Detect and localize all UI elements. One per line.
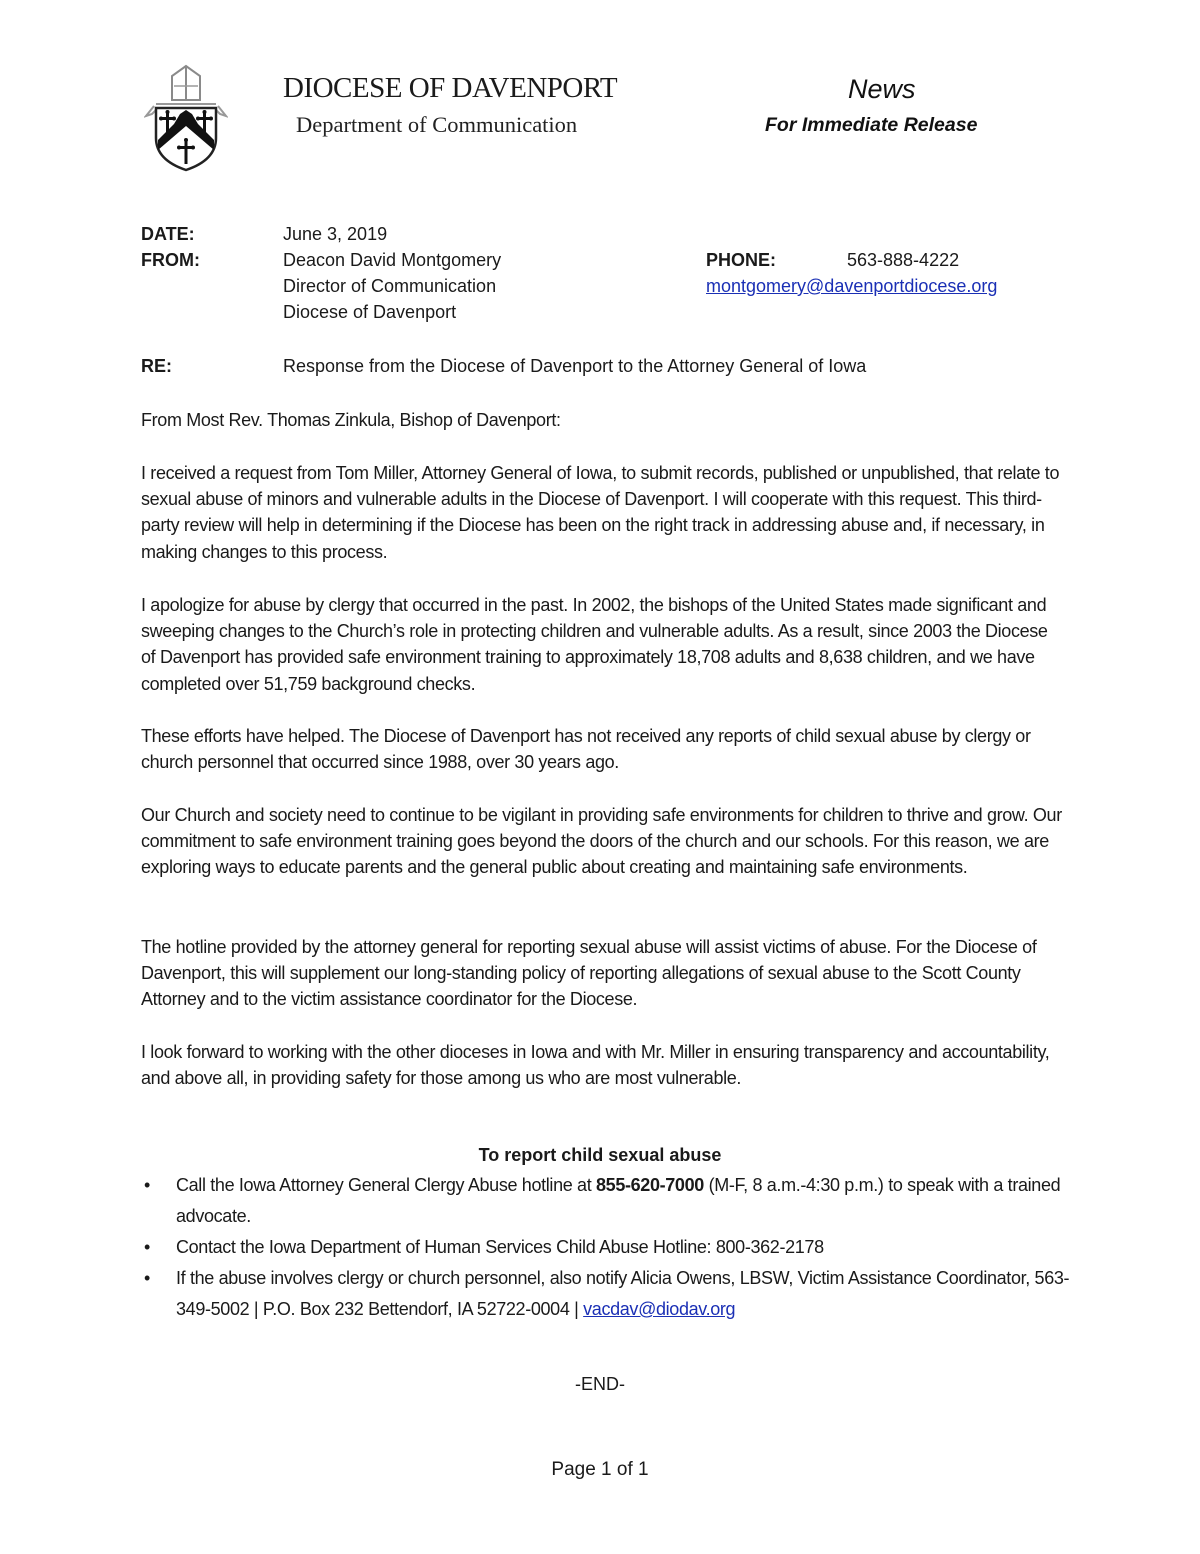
- paragraph-text: I received a request from Tom Miller, Attorney General of Iowa, to submit records, published or unpublished, that relate to sexual abuse of minors and vulnerable adults in the Diocese of Davenport. I will cooperate with this request. This third-party review will help in determining if the Diocese has been on the right track in addressing abuse and, if necessary, in making changes to this process.: [141, 463, 1060, 562]
- paragraph-text: I look forward to working with the other dioceses in Iowa and with Mr. Miller in ensuring transparency and accountability, and above all, in providing safety for those among us who are most vulnerable.: [141, 1042, 1050, 1089]
- item-text: If the abuse involves clergy or church personnel, also notify Alicia Owens, LBSW, Victim Assistance Coordinator, 563-349-5002 | P.O. Box 232 Bettendorf, IA 52722-0004 |: [176, 1268, 1070, 1319]
- department-name: Department of Communication: [296, 112, 578, 137]
- from-title: Director of Communication: [283, 276, 497, 296]
- news-label: News: [848, 74, 916, 104]
- from-org: Diocese of Davenport: [283, 302, 457, 322]
- bullet-icon: •: [144, 1175, 150, 1195]
- paragraph-text: The hotline provided by the attorney general for reporting sexual abuse will assist victims of abuse. For the Diocese of Davenport, this will supplement our long-standing policy of reporting allegations of sexual abuse to the Scott County Attorney and to the victim assistance coordinator for the Diocese.: [141, 937, 1037, 1010]
- paragraph-text: I apologize for abuse by clergy that occurred in the past. In 2002, the bishops of the United States made significant and sweeping changes to the Church’s role in protecting children and vulnerable adults. As a result, since 2003 the Diocese of Davenport has provided safe environment training to approximately 18,708 adults and 8,638 children, and we have completed over 51,759 background checks.: [141, 595, 1048, 694]
- phone-label: PHONE:: [706, 250, 777, 270]
- from-name: Deacon David Montgomery: [283, 250, 502, 270]
- item-text: Contact the Iowa Department of Human Services Child Abuse Hotline: 800-362-2178: [176, 1237, 824, 1257]
- vacdav-email-link[interactable]: vacdav@diodav.org: [583, 1299, 736, 1319]
- date-value: June 3, 2019: [283, 224, 388, 244]
- report-heading: To report child sexual abuse: [478, 1145, 722, 1165]
- org-name: DIOCESE OF DAVENPORT: [283, 72, 618, 104]
- report-item-ag-hotline: [141, 1170, 1071, 1232]
- paragraph-2: [141, 592, 1066, 697]
- bullet-icon: •: [144, 1237, 150, 1257]
- paragraph-1: [141, 460, 1066, 565]
- diocese-crest-icon: [144, 64, 228, 172]
- page-number: Page 1 of 1: [551, 1459, 649, 1480]
- from-label: FROM:: [141, 250, 200, 270]
- item-text: Call the Iowa Attorney General Clergy Abuse hotline at: [176, 1175, 597, 1195]
- re-label: RE:: [141, 356, 172, 376]
- intro-text: From Most Rev. Thomas Zinkula, Bishop of Davenport:: [141, 410, 561, 430]
- email-link[interactable]: montgomery@davenportdiocese.org: [706, 276, 998, 296]
- paragraph-text: Our Church and society need to continue to be vigilant in providing safe environments for children to thrive and grow. Our commitment to safe environment training goes beyond the doors of the church and our schools. For this reason, we are exploring ways to educate parents and the general public about creating and maintaining safe environments.: [141, 805, 1062, 878]
- paragraph-text: These efforts have helped. The Diocese of Davenport has not received any reports of child sexual abuse by clergy or church personnel that occurred since 1988, over 30 years ago.: [141, 726, 1031, 773]
- bullet-icon: •: [144, 1268, 150, 1288]
- paragraph-6: [141, 1039, 1066, 1091]
- report-item-victim-assistance: [141, 1263, 1071, 1325]
- phone-value: 563-888-4222: [847, 250, 960, 270]
- report-list: [141, 1170, 1071, 1325]
- paragraph-3: [141, 723, 1066, 775]
- report-item-dhs-hotline: [141, 1232, 1071, 1263]
- end-marker: -END-: [575, 1374, 625, 1394]
- date-label: DATE:: [141, 224, 195, 244]
- paragraph-4: [141, 802, 1066, 881]
- bishop-intro: [141, 407, 1066, 433]
- release-label: For Immediate Release: [765, 114, 978, 136]
- item-text: (M-F, 8 a.m.-4:30 p.m.) to speak with a trained advocate.: [176, 1175, 1061, 1226]
- re-subject: Response from the Diocese of Davenport to the Attorney General of Iowa: [283, 356, 867, 376]
- hotline-number: 855-620-7000: [596, 1175, 704, 1195]
- paragraph-5: [141, 934, 1066, 1013]
